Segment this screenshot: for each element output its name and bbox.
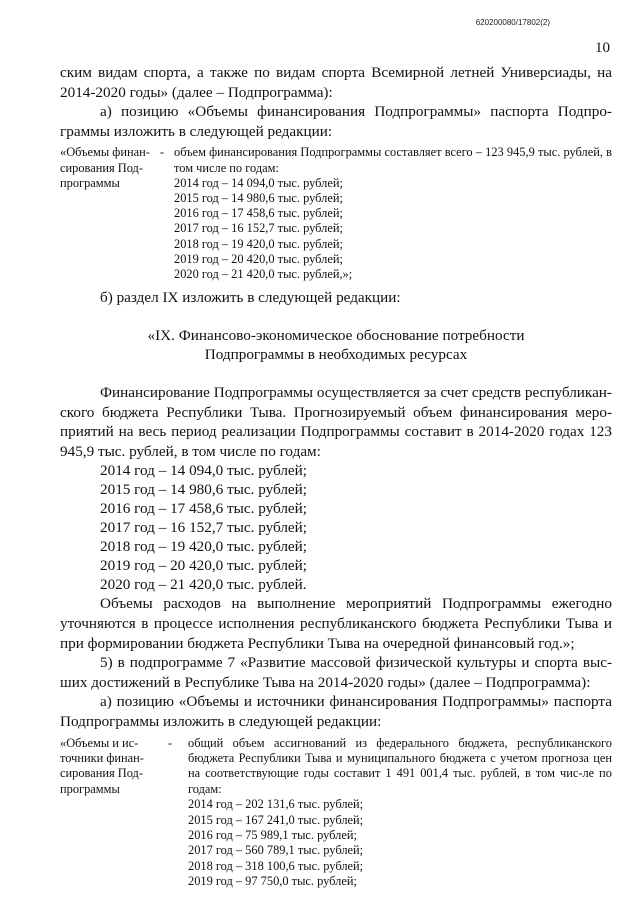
- financing-table-2: [60, 736, 612, 890]
- paragraph-3: б) раздел IX изложить в следующей редакции:: [100, 289, 401, 307]
- table1-year-row: 2019 год – 20 420,0 тыс. рублей;: [174, 251, 343, 266]
- table1-year-row: 2014 год – 14 094,0 тыс. рублей;: [174, 175, 343, 190]
- list-item: 2015 год – 14 980,6 тыс. рублей;: [100, 481, 308, 499]
- table2-year-row: 2015 год – 167 241,0 тыс. рублей;: [188, 812, 364, 827]
- table2-year-row: 2018 год – 318 100,6 тыс. рублей;: [188, 858, 364, 873]
- table2-content: [188, 736, 612, 890]
- section-heading-line-1: «IX. Финансово-экономическое обоснование потребности: [147, 326, 525, 344]
- document-body: [60, 63, 612, 890]
- paragraph-5: Объемы расходов на выполнение мероприятий Подпрограммы ежегодно уточняются в процессе исполнения республиканского бюджета Республики Тыва и при формировании бюджета Республики Тыва на очередной финансовый год.»;: [60, 595, 612, 652]
- list-item: 2020 год – 21 420,0 тыс. рублей.: [100, 576, 307, 594]
- paragraph-6: 5) в подпрограмме 7 «Развитие массовой физической культуры и спорта выс-ших достижений в Республике Тыва на 2014-2020 годы» (далее – Подпрограмма):: [60, 654, 612, 691]
- paragraph-1: ским видам спорта, а также по видам спорта Всемирной летней Универсиады, на 2014-2020 годы» (далее – Подпрограмма):: [60, 64, 612, 101]
- section-heading-line-2: Подпрограммы в необходимых ресурсах: [204, 346, 468, 364]
- years-list: [60, 461, 612, 594]
- financing-table-1: [60, 145, 612, 282]
- table2-label: «Объемы и ис-точники финан-сирования Под-программы: [60, 735, 144, 796]
- table1-content: [174, 145, 612, 282]
- list-item: 2018 год – 19 420,0 тыс. рублей;: [100, 538, 308, 556]
- table1-year-row: 2018 год – 19 420,0 тыс. рублей;: [174, 236, 343, 251]
- list-item: 2019 год – 20 420,0 тыс. рублей;: [100, 557, 308, 575]
- page-number: 10: [595, 40, 610, 56]
- paragraph-2: а) позицию «Объемы финансирования Подпрограммы» паспорта Подпро-граммы изложить в следующей редакции:: [60, 103, 612, 140]
- paragraph-7: а) позицию «Объемы и источники финансирования Подпрограммы» паспорта Подпрограммы изложить в следующей редакции:: [60, 693, 612, 730]
- document-id: 620200080/17802(2): [475, 18, 550, 27]
- list-item: 2016 год – 17 458,6 тыс. рублей;: [100, 500, 308, 518]
- table2-year-row: 2016 год – 75 989,1 тыс. рублей;: [188, 827, 357, 842]
- table1-year-row: 2020 год – 21 420,0 тыс. рублей,»;: [174, 267, 353, 281]
- table1-label: «Объемы финан-сирования Под-программы: [60, 145, 150, 190]
- table1-dash: -: [160, 145, 165, 160]
- list-item: 2017 год – 16 152,7 тыс. рублей;: [100, 519, 308, 537]
- table2-year-row: 2017 год – 560 789,1 тыс. рублей;: [188, 843, 364, 858]
- table1-year-row: 2017 год – 16 152,7 тыс. рублей;: [174, 221, 343, 236]
- list-item: 2014 год – 14 094,0 тыс. рублей;: [100, 462, 308, 480]
- section-heading: [60, 326, 612, 365]
- table1-intro: объем финансирования Подпрограммы составляет всего – 123 945,9 тыс. рублей, в том числе по годам:: [174, 145, 612, 175]
- table2-year-row: 2014 год – 202 131,6 тыс. рублей;: [188, 797, 364, 812]
- paragraph-4: Финансирование Подпрограммы осуществляется за счет средств республикан-ского бюджета Республики Тыва. Прогнозируемый объем финансирования меро-приятий на весь период реализации Подпрограммы составит в 2014-2020 годах 123 945,9 тыс. рублей, в том числе по годам:: [60, 383, 612, 460]
- table2-year-row: 2019 год – 97 750,0 тыс. рублей;: [188, 874, 357, 889]
- table1-year-row: 2016 год – 17 458,6 тыс. рублей;: [174, 206, 343, 221]
- table2-intro: общий объем ассигнований из федерального бюджета, республиканского бюджета Республики Тыва и муниципального бюджета с учетом прогноза цен на соответствующие годы составит 1 491 001,4 тыс. рублей, в том чис-ле по годам:: [188, 735, 612, 796]
- table1-year-row: 2015 год – 14 980,6 тыс. рублей;: [174, 190, 343, 205]
- table2-dash: -: [168, 735, 173, 750]
